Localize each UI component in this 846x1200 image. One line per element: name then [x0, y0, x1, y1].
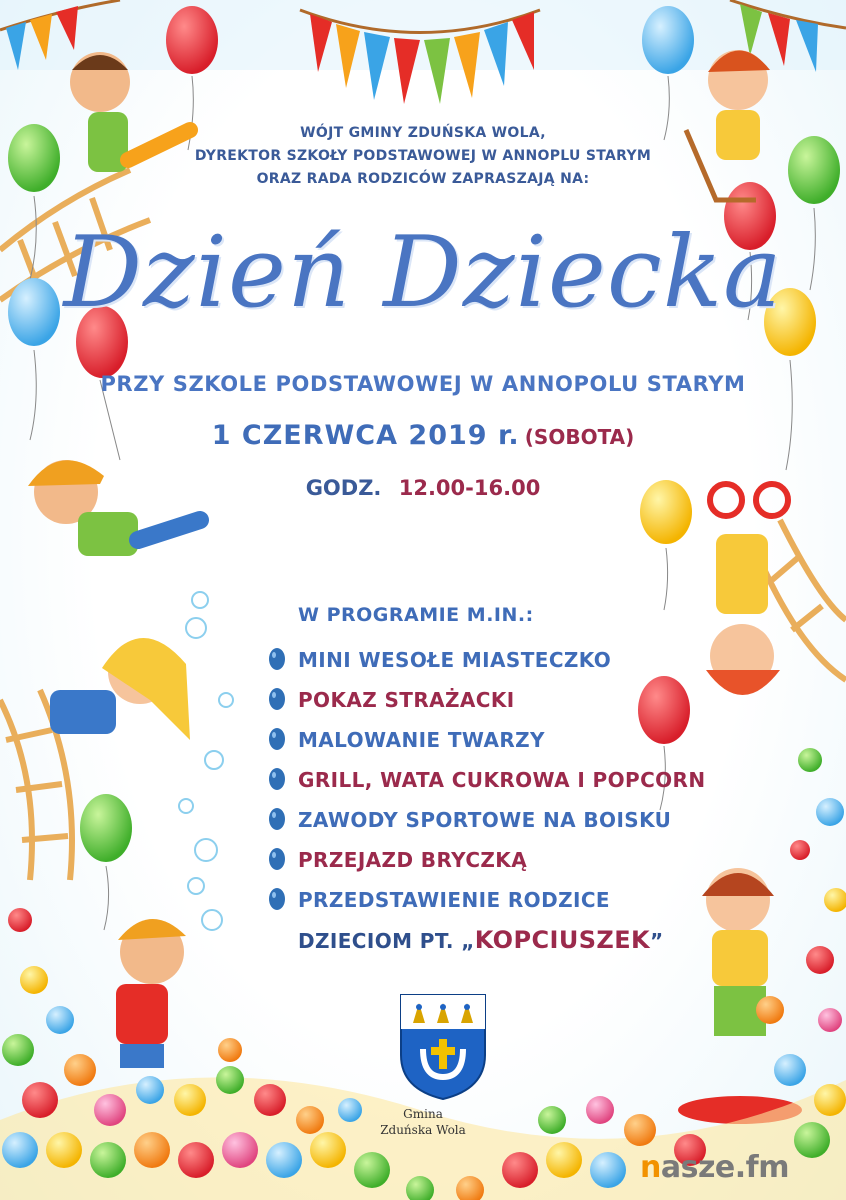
program-item-continuation — [298, 926, 664, 954]
continuation-text: DZIECIOM PT. „ — [298, 929, 475, 953]
balloon-bullet-icon — [268, 848, 286, 872]
balloon-bullet-icon — [268, 888, 286, 912]
program-item-label: PRZEDSTAWIENIE RODZICE — [298, 888, 610, 912]
program-item-label: POKAZ STRAŻACKI — [298, 688, 515, 712]
watermark-first-letter: n — [640, 1150, 661, 1185]
list-item — [268, 640, 788, 680]
kid-bubbles — [116, 919, 186, 1068]
list-item — [268, 880, 788, 920]
list-item — [268, 720, 788, 760]
play-title: KOPCIUSZEK — [474, 926, 650, 954]
program-item-label: ZAWODY SPORTOWE NA BOISKU — [298, 808, 672, 832]
intro-line-1: WÓJT GMINY ZDUŃSKA WOLA, — [300, 125, 546, 141]
program-heading: W PROGRAMIE M.IN.: — [298, 604, 534, 626]
program-item-label: MINI WESOŁE MIASTECZKO — [298, 648, 612, 672]
list-item — [268, 840, 788, 880]
kid-girl-blonde — [50, 638, 190, 740]
program-list — [268, 640, 788, 920]
invitation-intro — [0, 122, 846, 191]
organizer-line-2: Zduńska Wola — [380, 1123, 466, 1137]
program-item-label: PRZEJAZD BRYCZKĄ — [298, 848, 528, 872]
program-item-label: MALOWANIE TWARZY — [298, 728, 545, 752]
event-hours — [0, 476, 846, 500]
event-weekday: (SOBOTA) — [524, 425, 635, 449]
organizer-line-1: Gmina — [403, 1107, 443, 1121]
list-item — [268, 760, 788, 800]
program-item-label: GRILL, WATA CUKROWA I POPCORN — [298, 768, 706, 792]
balloon-bullet-icon — [268, 728, 286, 752]
list-item — [268, 800, 788, 840]
balloon-bullet-icon — [268, 648, 286, 672]
event-venue: PRZY SZKOLE PODSTAWOWEJ W ANNOPOLU STARYM — [100, 372, 746, 396]
event-date-main: 1 CZERWCA 2019 r. — [211, 420, 520, 451]
balloon-bullet-icon — [268, 808, 286, 832]
coat-of-arms-emblem — [399, 993, 487, 1101]
closing-quote: ” — [650, 929, 664, 953]
balloon-bullet-icon — [268, 768, 286, 792]
watermark-rest: asze.fm — [660, 1150, 789, 1185]
hours-label: GODZ. — [305, 476, 382, 500]
list-item — [268, 680, 788, 720]
soap-bubbles — [179, 592, 233, 930]
balloon-bullet-icon — [268, 688, 286, 712]
site-watermark — [640, 1150, 789, 1185]
event-date — [0, 420, 846, 451]
intro-line-2: DYREKTOR SZKOŁY PODSTAWOWEJ W ANNOPLU STARYM — [194, 148, 652, 164]
kid-boy-cap — [28, 460, 200, 556]
intro-line-3: ORAZ RADA RODZICÓW ZAPRASZAJĄ NA: — [256, 171, 590, 187]
organizer-name — [360, 1106, 486, 1138]
hours-value: 12.00-16.00 — [398, 476, 541, 500]
event-title: Dzień Dziecka — [63, 216, 783, 330]
